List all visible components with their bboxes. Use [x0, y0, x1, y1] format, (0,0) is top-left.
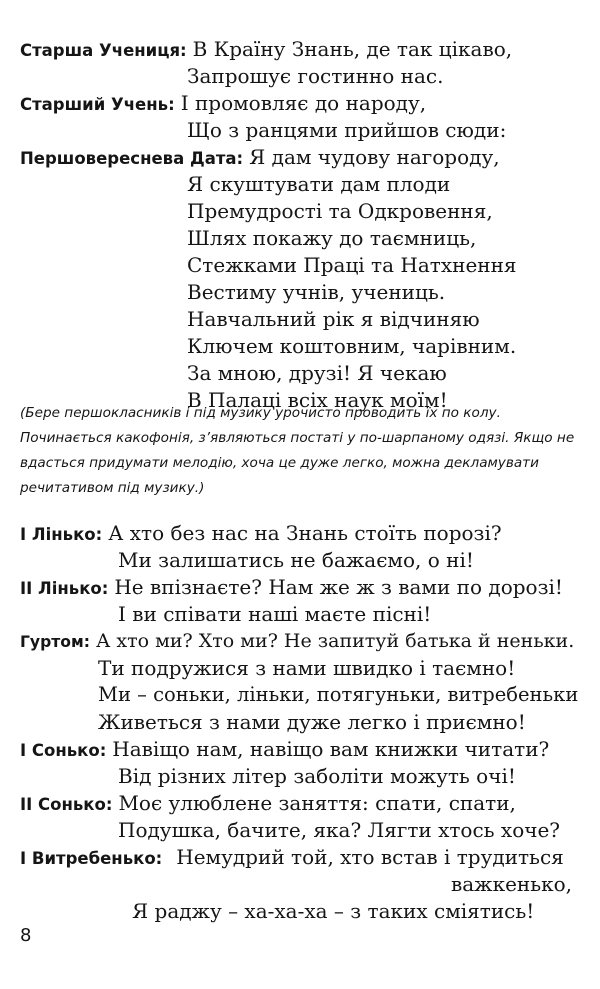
verse-text: Не впізнаєте? Нам же ж з вами по дорозі!	[114, 575, 563, 599]
speaker-name: І Сонько:	[20, 741, 107, 760]
speaker-name: Старший Учень:	[20, 95, 175, 114]
speaker-name: Першовереснева Дата:	[20, 149, 244, 168]
verse-line: Ти подружися з нами швидко і таємно!	[98, 656, 516, 680]
verse-line: Шлях покажу до таємниць,	[187, 226, 477, 250]
dialogue-line	[20, 91, 426, 117]
verse-line: важкенько,	[451, 872, 573, 896]
dialogue-line	[20, 629, 574, 654]
verse-line: Я скуштувати дам плоди	[187, 172, 451, 196]
verse-line: Від різних літер заболіти можуть очі!	[118, 764, 516, 788]
verse-line: І ви співати наші маєте пісні!	[118, 602, 432, 626]
verse-text: Немудрий той, хто встав і трудиться	[176, 845, 564, 869]
speaker-name: І Витребенько:	[20, 849, 163, 868]
stage-direction: (Бере першокласників і під музику урочисто проводить їх по колу. Починається какофонія, з’являються постаті у по-шарпаному одязі. Якщо не вдасться придумати мелодію, хоча це дуже легко, можна декламувати речитативом під музику.)	[20, 405, 575, 496]
dialogue-line	[20, 521, 502, 547]
verse-line: Вестиму учнів, учениць.	[187, 280, 446, 304]
verse-text: Я дам чудову нагороду,	[249, 145, 500, 169]
verse-text: Моє улюблене заняття: спати, спати,	[118, 791, 516, 815]
verse-text: А хто без нас на Знань стоїть порозі?	[108, 521, 502, 545]
speaker-name: Старша Учениця:	[20, 41, 187, 60]
verse-text: В Країну Знань, де так цікаво,	[192, 37, 513, 61]
dialogue-line	[20, 737, 549, 763]
verse-line: Я раджу – ха-ха-ха – з таких сміятись!	[132, 899, 535, 923]
verse-line: Премудрості та Одкровення,	[187, 199, 493, 223]
verse-line: Запрошує гостинно нас.	[187, 64, 444, 88]
speaker-name: Гуртом:	[20, 633, 90, 651]
speaker-name: І Лінько:	[20, 525, 103, 544]
verse-line: Подушка, бачите, яка? Лягти хтось хоче?	[118, 818, 561, 842]
verse-line: Стежками Праці та Натхнення	[187, 253, 517, 277]
verse-text: Навіщо нам, навіщо вам книжки читати?	[112, 737, 550, 761]
verse-line: Ми – соньки, ліньки, потягуньки, витребеньки	[98, 683, 579, 706]
verse-text: І промовляє до народу,	[180, 91, 427, 115]
dialogue-line	[20, 37, 512, 63]
dialogue-line	[20, 145, 500, 171]
dialogue-line	[20, 845, 564, 871]
page-number: 8	[20, 925, 32, 946]
verse-line: Ми залишатись не бажаємо, о ні!	[118, 548, 474, 572]
speaker-name: ІІ Сонько:	[20, 795, 113, 814]
verse-line: Живеться з нами дуже легко і приємно!	[98, 710, 526, 734]
verse-line: Навчальний рік я відчиняю	[187, 307, 480, 331]
verse-line: За мною, друзі! Я чекаю	[187, 361, 447, 385]
verse-text: А хто ми? Хто ми? Не запитуй батька й неньки.	[95, 630, 575, 652]
dialogue-line	[20, 575, 563, 601]
verse-line: Ключем коштовним, чарівним.	[187, 334, 517, 358]
dialogue-line	[20, 791, 516, 817]
speaker-name: ІІ Лінько:	[20, 579, 109, 598]
verse-line: Що з ранцями прийшов сюди:	[187, 118, 507, 142]
verse-line: В Палаці всіх наук моїм!	[187, 388, 448, 412]
